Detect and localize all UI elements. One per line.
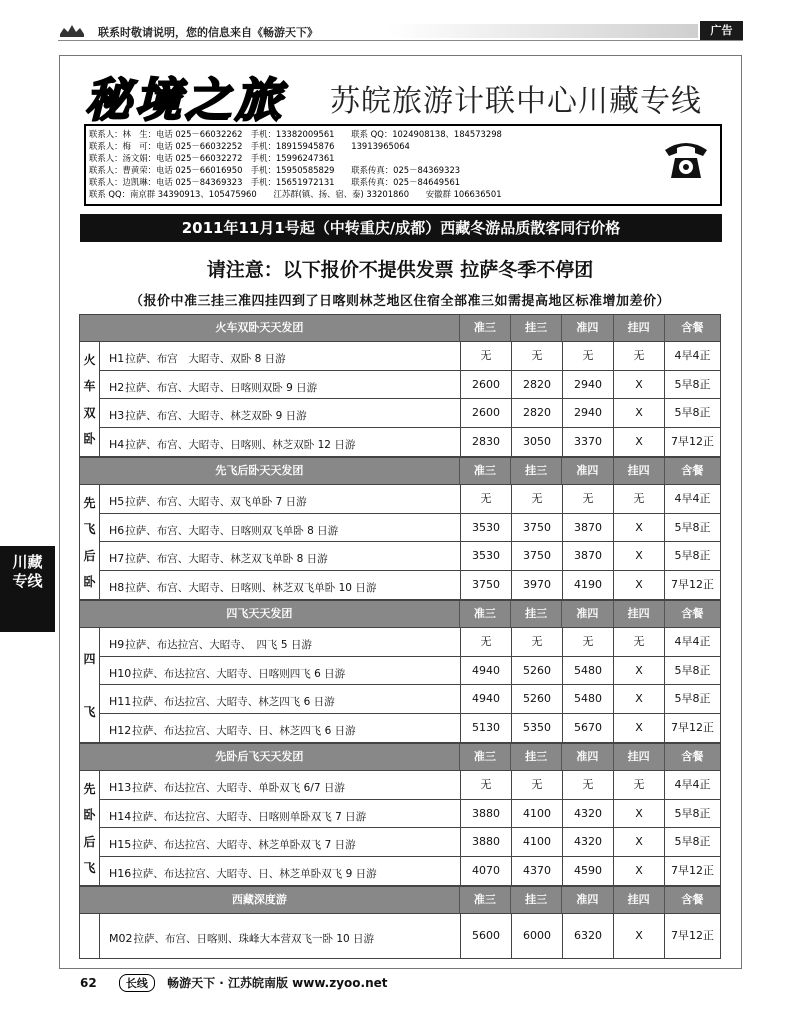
publication-logo-icon <box>58 22 86 38</box>
route-description: 拉萨、布宫、大昭寺、林芝双卧 9 日游 <box>125 410 307 422</box>
telephone-icon <box>661 134 711 182</box>
price-cell: 4940 <box>460 685 511 713</box>
top-strip <box>58 22 743 41</box>
section-badge: 长线 <box>119 974 155 992</box>
price-cell: 3530 <box>460 514 511 542</box>
column-header: 准四 <box>561 315 612 341</box>
route-cell <box>100 857 460 886</box>
route-cell <box>100 342 460 370</box>
price-cell: 3970 <box>511 571 562 600</box>
route-cell <box>100 485 460 513</box>
price-cell: 3370 <box>562 428 613 457</box>
route-cell <box>100 828 460 856</box>
group-header <box>79 743 721 771</box>
price-cell: 无 <box>562 485 613 513</box>
route-description: 拉萨、布宫、大昭寺、日喀则双卧 9 日游 <box>125 381 318 394</box>
group-header <box>79 600 721 628</box>
header-gradient <box>388 24 698 38</box>
column-header: 准三 <box>459 744 510 770</box>
price-cell: 6000 <box>511 914 562 958</box>
route-code: H8 <box>109 580 125 594</box>
group-label-char: 卧 <box>83 432 96 447</box>
group-label-char: 后 <box>83 834 96 849</box>
price-cell: 无 <box>460 342 511 370</box>
table-row <box>100 914 720 958</box>
route-code: H12 <box>109 723 132 737</box>
meal-cell: 7早12正 <box>664 714 720 743</box>
price-cell: 无 <box>562 628 613 656</box>
price-cell: 无 <box>562 342 613 370</box>
price-cell: X <box>613 800 664 828</box>
group-title: 四飞天天发团 <box>226 607 293 620</box>
price-cell: 3750 <box>460 571 511 600</box>
route-cell <box>100 571 460 600</box>
price-cell: 4100 <box>511 800 562 828</box>
price-cell: 无 <box>511 342 562 370</box>
contacts-box <box>84 124 722 206</box>
price-cell: 5600 <box>460 914 511 958</box>
price-cell: X <box>613 571 664 600</box>
route-code: H13 <box>109 781 132 794</box>
route-code: H3 <box>109 409 125 422</box>
price-cell: 2600 <box>460 371 511 399</box>
group-title: 火车双卧天天发团 <box>215 321 304 334</box>
price-cell: 5260 <box>511 657 562 685</box>
column-header: 含餐 <box>664 744 720 770</box>
source-notice: 联系时敬请说明，您的信息来自《畅游天下》 <box>98 26 318 39</box>
group-side-label <box>80 914 100 958</box>
price-cell: 2820 <box>511 399 562 427</box>
table-row <box>100 800 720 829</box>
route-description: 拉萨、布达拉宫、大昭寺、日、林芝单卧双飞 9 日游 <box>132 867 377 880</box>
meal-cell: 4早4正 <box>664 628 720 656</box>
price-cell: 无 <box>613 628 664 656</box>
price-cell: 4320 <box>562 800 613 828</box>
column-header: 挂四 <box>613 744 664 770</box>
price-cell: 5480 <box>562 685 613 713</box>
price-cell: X <box>613 514 664 542</box>
route-code: H4 <box>109 437 125 451</box>
price-cell: 无 <box>460 485 511 513</box>
group-side-label <box>80 628 100 742</box>
group-label-char: 卧 <box>83 575 96 590</box>
column-header: 挂四 <box>613 601 664 627</box>
column-header: 挂三 <box>510 744 561 770</box>
price-cell: 4370 <box>511 857 562 886</box>
price-cell: 6320 <box>562 914 613 958</box>
route-code: H14 <box>109 809 132 823</box>
table-row <box>100 628 720 657</box>
price-cell: 5350 <box>511 714 562 743</box>
meal-cell: 7早12正 <box>664 428 720 457</box>
price-cell: 5480 <box>562 657 613 685</box>
route-code: H16 <box>109 866 132 880</box>
price-cell: 2940 <box>562 399 613 427</box>
price-cell: 无 <box>613 342 664 370</box>
route-cell <box>100 514 460 542</box>
group-label-char: 飞 <box>83 522 96 537</box>
price-cell: X <box>613 542 664 570</box>
price-cell: X <box>613 371 664 399</box>
column-header: 准三 <box>459 315 510 341</box>
meal-cell: 5早8正 <box>664 514 720 542</box>
section-side-tab <box>0 546 55 632</box>
group-label-char: 火 <box>83 352 96 367</box>
route-description: 拉萨、布达拉宫、大昭寺、林芝单卧双飞 7 日游 <box>132 839 356 851</box>
column-header: 含餐 <box>664 458 720 484</box>
price-cell: 5260 <box>511 685 562 713</box>
price-cell: 2830 <box>460 428 511 457</box>
route-description: 拉萨、布达拉宫、大昭寺、日、林芝四飞 6 日游 <box>132 724 356 737</box>
price-cell: 无 <box>460 771 511 799</box>
page-number: 62 <box>80 976 97 990</box>
price-cell: 无 <box>562 771 613 799</box>
meal-cell: 7早12正 <box>664 857 720 886</box>
price-cell: 3880 <box>460 828 511 856</box>
route-description: 拉萨、布宫、大昭寺、日喀则双飞单卧 8 日游 <box>125 524 339 537</box>
route-code: H2 <box>109 380 125 394</box>
column-header: 准四 <box>561 887 612 913</box>
column-header: 挂四 <box>613 458 664 484</box>
table-row <box>100 685 720 714</box>
table-row <box>100 514 720 543</box>
meal-cell: 5早8正 <box>664 828 720 856</box>
route-cell <box>100 657 460 685</box>
group-header <box>79 886 721 914</box>
route-description: 拉萨、布达拉宫、大昭寺、日喀则单卧双飞 7 日游 <box>132 810 367 823</box>
column-header: 含餐 <box>664 315 720 341</box>
route-code: H6 <box>109 523 125 537</box>
side-tab-line: 专线 <box>12 572 43 590</box>
column-header: 准三 <box>459 887 510 913</box>
route-description: 拉萨、布宫 大昭寺、双卧 8 日游 <box>125 353 286 365</box>
group-body <box>79 914 721 959</box>
column-header: 准三 <box>459 458 510 484</box>
group-title: 先飞后卧天天发团 <box>215 464 304 477</box>
price-cell: X <box>613 828 664 856</box>
group-body <box>79 628 721 743</box>
group-label-char: 先 <box>83 781 96 796</box>
route-description: 拉萨、布达拉宫、大昭寺、日喀则四飞 6 日游 <box>132 667 346 680</box>
table-row <box>100 714 720 743</box>
price-cell: 无 <box>511 628 562 656</box>
price-cell: 3750 <box>511 542 562 570</box>
price-cell: 5130 <box>460 714 511 743</box>
price-cell: 无 <box>460 628 511 656</box>
table-row <box>100 485 720 514</box>
price-cell: 无 <box>511 485 562 513</box>
table-row <box>100 857 720 886</box>
route-cell <box>100 371 460 399</box>
route-code: H5 <box>109 495 125 508</box>
price-title-bar: 2011年11月1号起（中转重庆/成都）西藏冬游品质散客同行价格 <box>80 214 722 242</box>
route-code: H15 <box>109 838 132 851</box>
group-header <box>79 457 721 485</box>
table-row <box>100 428 720 457</box>
table-row <box>100 399 720 428</box>
group-side-label <box>80 342 100 456</box>
publication-name: 畅游天下 · 江苏皖南版 www.zyoo.net <box>167 976 388 990</box>
price-cell: 3870 <box>562 514 613 542</box>
ad-label: 广告 <box>700 21 743 40</box>
group-label-char: 飞 <box>83 861 96 876</box>
column-header: 挂四 <box>613 315 664 341</box>
group-title: 先卧后飞天天发团 <box>215 750 304 763</box>
route-code: M02 <box>109 932 133 945</box>
meal-cell: 4早4正 <box>664 771 720 799</box>
route-cell <box>100 914 460 958</box>
route-description: 拉萨、布宫、大昭寺、双飞单卧 7 日游 <box>125 496 307 508</box>
contact-line: 联系人：梅 可：电话 025－66032252 手机：18915945876 13913965064 <box>89 141 410 151</box>
route-code: H9 <box>109 638 125 651</box>
meal-cell: 5早8正 <box>664 399 720 427</box>
price-cell: 4100 <box>511 828 562 856</box>
price-cell: 4190 <box>562 571 613 600</box>
group-side-label <box>80 485 100 599</box>
route-cell <box>100 399 460 427</box>
price-cell: 无 <box>613 771 664 799</box>
price-cell: 4590 <box>562 857 613 886</box>
route-code: H11 <box>109 695 132 708</box>
column-header: 准四 <box>561 601 612 627</box>
route-cell <box>100 714 460 743</box>
group-body <box>79 485 721 600</box>
price-cell: 2600 <box>460 399 511 427</box>
price-cell: 4070 <box>460 857 511 886</box>
price-cell: X <box>613 857 664 886</box>
meal-cell: 5早8正 <box>664 800 720 828</box>
table-row <box>100 657 720 686</box>
route-description: 拉萨、布宫、大昭寺、日喀则、林芝双卧 12 日游 <box>125 438 356 451</box>
price-note: （报价中准三挂三准四挂四到了日喀则林芝地区住宿全部准三如需提高地区标准增加差价） <box>129 294 670 309</box>
meal-cell: 4早4正 <box>664 342 720 370</box>
group-label-char: 车 <box>83 379 96 394</box>
price-cell: X <box>613 685 664 713</box>
route-cell <box>100 428 460 457</box>
column-header: 挂三 <box>510 315 561 341</box>
column-header: 挂三 <box>510 601 561 627</box>
meal-cell: 5早8正 <box>664 657 720 685</box>
contact-line: 联系人：边凯琳：电话 025－84369323 手机：15651972131 联系传真：025－84649561 <box>89 177 461 187</box>
brand-name: 秘境之旅 <box>85 73 285 127</box>
contact-line: 联系人：林 生：电话 025－66032262 手机：13382009561 联系 QQ：1024908138、184573298 <box>89 129 502 139</box>
column-header: 挂三 <box>510 458 561 484</box>
column-header: 含餐 <box>664 887 720 913</box>
price-cell: X <box>613 914 664 958</box>
route-code: H10 <box>109 666 132 680</box>
route-cell <box>100 800 460 828</box>
column-header: 含餐 <box>664 601 720 627</box>
contact-line: 联系人：汤文娟：电话 025－66032272 手机：15996247361 <box>89 153 335 163</box>
column-header: 挂三 <box>510 887 561 913</box>
route-description: 拉萨、布达拉宫、大昭寺、林芝四飞 6 日游 <box>132 696 335 708</box>
group-label-char: 飞 <box>83 705 96 719</box>
price-table <box>79 314 721 959</box>
contact-line: 联系 QQ：南京群 34390913、105475960 江苏群(镇、扬、宿、泰) 33201860 安徽群 106636501 <box>89 189 502 199</box>
price-cell: X <box>613 657 664 685</box>
group-title: 西藏深度游 <box>231 893 287 906</box>
meal-cell: 7早12正 <box>664 571 720 600</box>
price-cell: 5670 <box>562 714 613 743</box>
table-row <box>100 771 720 800</box>
price-cell: 4940 <box>460 657 511 685</box>
table-row <box>100 828 720 857</box>
contact-line: 联系人：曹黄荣：电话 025－66016950 手机：15950585829 联系传真：025－84369323 <box>89 165 461 175</box>
price-cell: 3050 <box>511 428 562 457</box>
price-cell: 3750 <box>511 514 562 542</box>
price-cell: 无 <box>613 485 664 513</box>
group-body <box>79 771 721 886</box>
price-cell: 2940 <box>562 371 613 399</box>
important-notice: 请注意：以下报价不提供发票 拉萨冬季不停团 <box>206 259 594 281</box>
route-code: H7 <box>109 552 125 565</box>
group-header <box>79 314 721 342</box>
group-label-char: 先 <box>83 495 96 510</box>
group-label-char: 卧 <box>83 808 96 823</box>
group-label-char: 双 <box>83 405 96 420</box>
route-description: 拉萨、布宫、日喀则、珠峰大本营双飞一卧 10 日游 <box>133 933 375 945</box>
table-row <box>100 342 720 371</box>
meal-cell: 7早12正 <box>664 914 720 958</box>
route-cell <box>100 771 460 799</box>
price-cell: 2820 <box>511 371 562 399</box>
group-label-char: 四 <box>83 652 96 666</box>
price-cell: X <box>613 399 664 427</box>
column-header: 挂四 <box>613 887 664 913</box>
column-header: 准三 <box>459 601 510 627</box>
price-cell: 3870 <box>562 542 613 570</box>
price-cell: 无 <box>511 771 562 799</box>
meal-cell: 4早4正 <box>664 485 720 513</box>
price-cell: 3530 <box>460 542 511 570</box>
meal-cell: 5早8正 <box>664 371 720 399</box>
price-cell: 4320 <box>562 828 613 856</box>
group-side-label <box>80 771 100 885</box>
side-tab-line: 川藏 <box>12 553 43 571</box>
route-cell <box>100 542 460 570</box>
price-cell: X <box>613 428 664 457</box>
column-header: 准四 <box>561 744 612 770</box>
route-cell <box>100 685 460 713</box>
route-description: 拉萨、布宫、大昭寺、日喀则、林芝双飞单卧 10 日游 <box>125 581 377 594</box>
route-description: 拉萨、布达拉宫、大昭寺、单卧双飞 6/7 日游 <box>132 782 345 794</box>
table-row <box>100 371 720 400</box>
route-description: 拉萨、布宫、大昭寺、林芝双飞单卧 8 日游 <box>125 553 328 565</box>
route-cell <box>100 628 460 656</box>
route-description: 拉萨、布达拉宫、大昭寺、 四飞 5 日游 <box>125 639 312 651</box>
group-body <box>79 342 721 457</box>
column-header: 准四 <box>561 458 612 484</box>
brand-subtitle: 苏皖旅游计联中心川藏专线 <box>330 84 702 119</box>
table-row <box>100 542 720 571</box>
meal-cell: 5早8正 <box>664 542 720 570</box>
price-cell: X <box>613 714 664 743</box>
route-code: H1 <box>109 352 125 365</box>
group-label-char: 后 <box>83 548 96 563</box>
page-footer <box>80 974 388 992</box>
price-cell: 3880 <box>460 800 511 828</box>
meal-cell: 5早8正 <box>664 685 720 713</box>
table-row <box>100 571 720 600</box>
